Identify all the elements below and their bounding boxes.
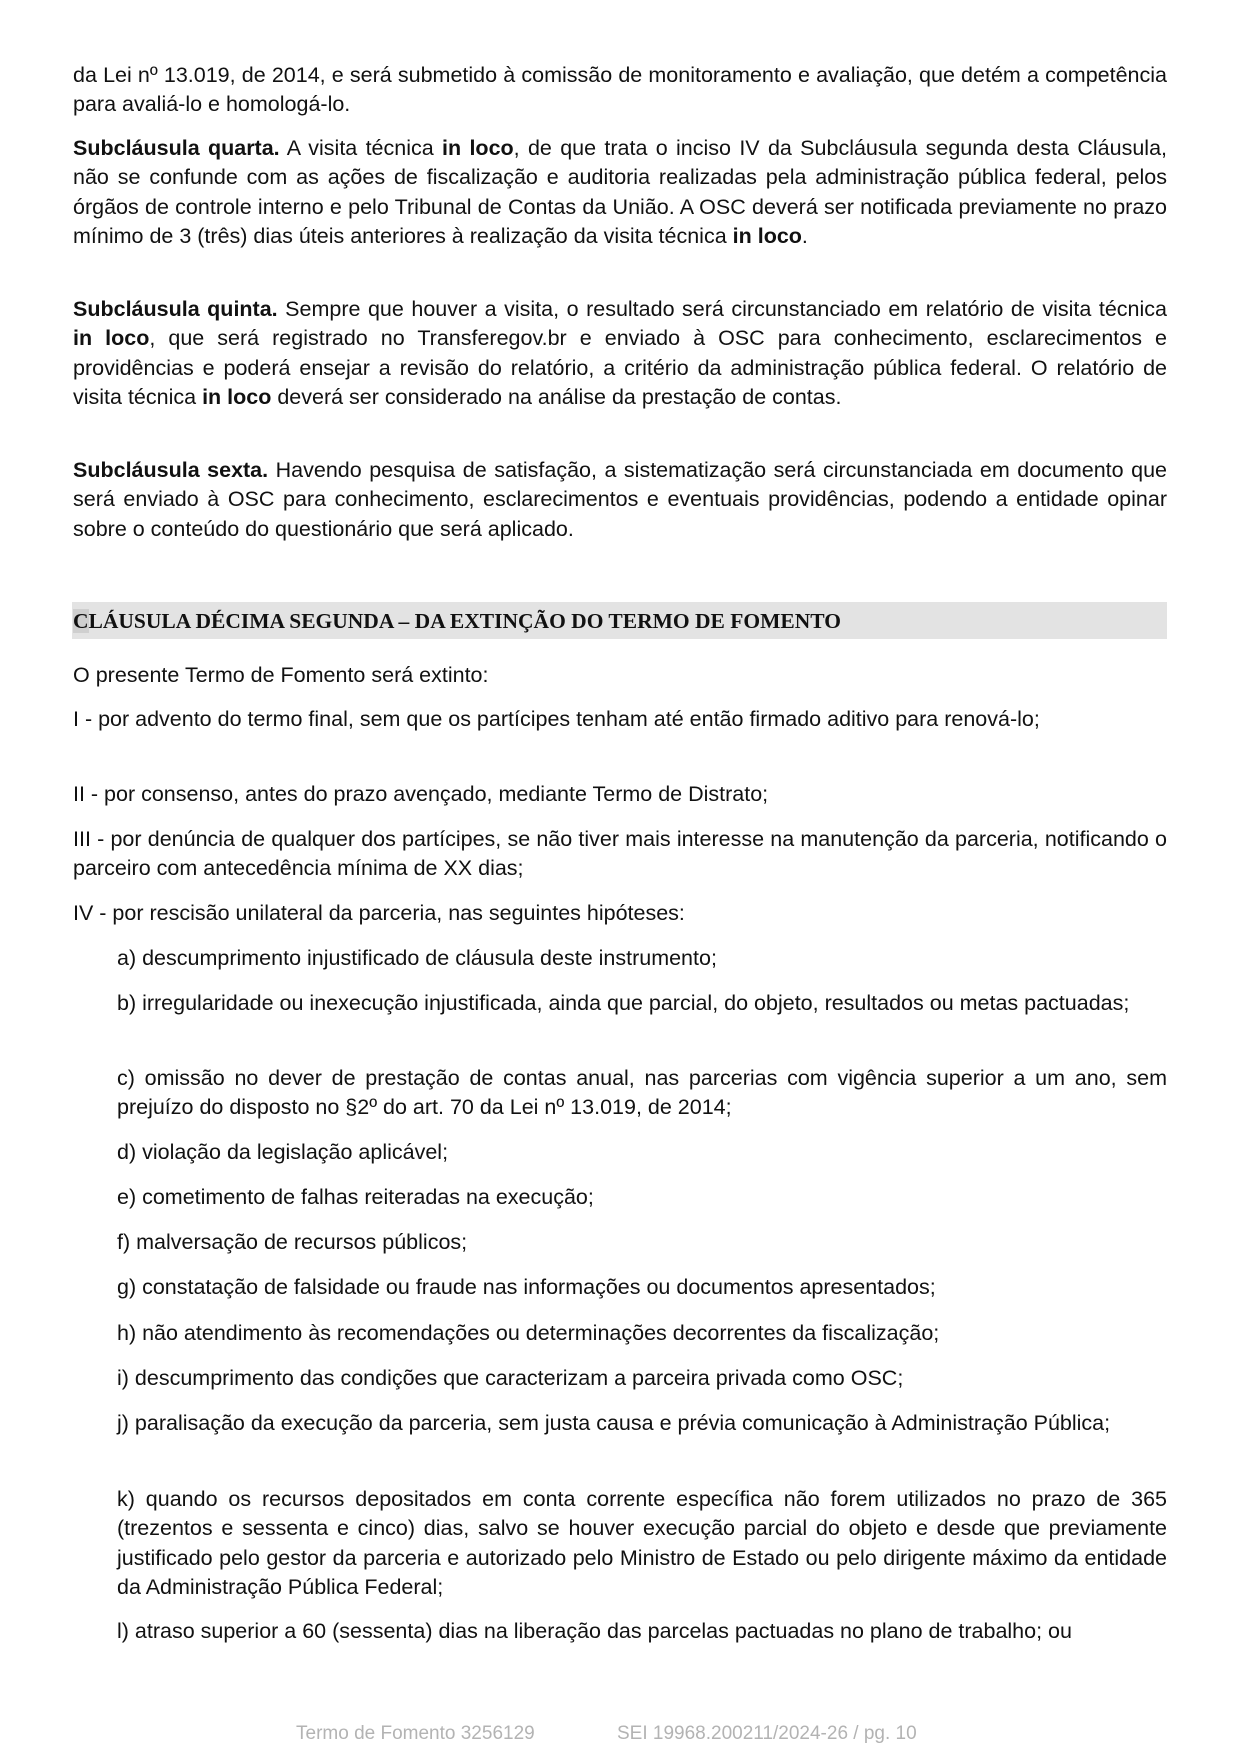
footer-document-id: Termo de Fomento 3256129 [296, 1723, 535, 1744]
subclause-title: Subcláusula quarta. [73, 136, 280, 160]
subitem-l: l) atraso superior a 60 (sessenta) dias na liberação das parcelas pactuadas no plano de trabalho; ou [117, 1619, 1072, 1643]
footer-process-page: SEI 19968.200211/2024-26 / pg. 10 [617, 1723, 917, 1744]
subclause-title: Subcláusula quinta. [73, 297, 278, 321]
clause-intro: O presente Termo de Fomento será extinto: [73, 663, 489, 687]
clause-heading [73, 606, 841, 636]
subclause-quarta: Subcláusula quarta. A visita técnica in loco, de que trata o inciso IV da Subcláusula segunda desta Cláusula, não se confunde com as ações de fiscalização e auditoria realizadas pela administração pública federal, pelos órgãos de controle interno e pelo Tribunal de Contas da União. A OSC deverá ser notificada previamente no prazo mínimo de 3 (três) dias úteis anteriores à realização da visita técnica in loco. [73, 136, 1168, 248]
list-item-iv: IV - por rescisão unilateral da parceria, nas seguintes hipóteses: [73, 901, 685, 925]
subitem-f: f) malversação de recursos públicos; [117, 1230, 468, 1254]
subitem-e: e) cometimento de falhas reiteradas na execução; [117, 1185, 594, 1209]
subitem-k: k) quando os recursos depositados em conta corrente específica não forem utilizados no prazo de 365 (trezentos e sessenta e cinco) dias, salvo se houver execução parcial do objeto e desde que previamente justificado pelo gestor da parceria e autorizado pelo Ministro de Estado ou pelo dirigente máximo da entidade da Administração Pública Federal; [117, 1487, 1167, 1599]
subclause-quinta: Subcláusula quinta. Sempre que houver a visita, o resultado será circunstanciado em relatório de visita técnica in loco, que será registrado no Transferegov.br e enviado à OSC para conhecimento, esclarecimentos e providências e poderá ensejar a revisão do relatório, a critério da administração pública federal. O relatório de visita técnica in loco deverá ser considerado na análise da prestação de contas. [73, 297, 1167, 409]
subitem-c: c) omissão no dever de prestação de contas anual, nas parcerias com vigência superior a um ano, sem prejuízo do disposto no §2º do art. 70 da Lei nº 13.019, de 2014; [117, 1066, 1167, 1120]
continuation-paragraph: da Lei nº 13.019, de 2014, e será submetido à comissão de monitoramento e avaliação, que detém a competência para avaliá-lo e homologá-lo. [73, 63, 1167, 117]
list-item-ii: II - por consenso, antes do prazo avençado, mediante Termo de Distrato; [73, 782, 769, 806]
list-item-i: I - por advento do termo final, sem que os partícipes tenham até então firmado aditivo para renová-lo; [73, 707, 1040, 731]
subclause-sexta: Subcláusula sexta. Havendo pesquisa de satisfação, a sistematização será circunstanciada em documento que será enviado à OSC para conhecimento, esclarecimentos e eventuais providências, podendo a entidade opinar sobre o conteúdo do questionário que será aplicado. [73, 458, 1167, 541]
subitem-j: j) paralisação da execução da parceria, sem justa causa e prévia comunicação à Administração Pública; [117, 1411, 1111, 1435]
list-item-iii: III - por denúncia de qualquer dos partícipes, se não tiver mais interesse na manutenção da parceria, notificando o parceiro com antecedência mínima de XX dias; [73, 827, 1167, 881]
clause-heading-initial: C [73, 609, 89, 633]
subitem-i: i) descumprimento das condições que caracterizam a parceira privada como OSC; [117, 1366, 904, 1390]
subitem-g: g) constatação de falsidade ou fraude nas informações ou documentos apresentados; [117, 1275, 936, 1299]
subclause-title: Subcláusula sexta. [73, 458, 269, 482]
subitem-h: h) não atendimento às recomendações ou determinações decorrentes da fiscalização; [117, 1321, 940, 1345]
subitem-a: a) descumprimento injustificado de cláusula deste instrumento; [117, 946, 717, 970]
clause-heading-text: LÁUSULA DÉCIMA SEGUNDA – DA EXTINÇÃO DO TERMO DE FOMENTO [88, 609, 841, 633]
subitem-b: b) irregularidade ou inexecução injustificada, ainda que parcial, do objeto, resultados ou metas pactuadas; [117, 991, 1130, 1015]
subitem-d: d) violação da legislação aplicável; [117, 1140, 449, 1164]
